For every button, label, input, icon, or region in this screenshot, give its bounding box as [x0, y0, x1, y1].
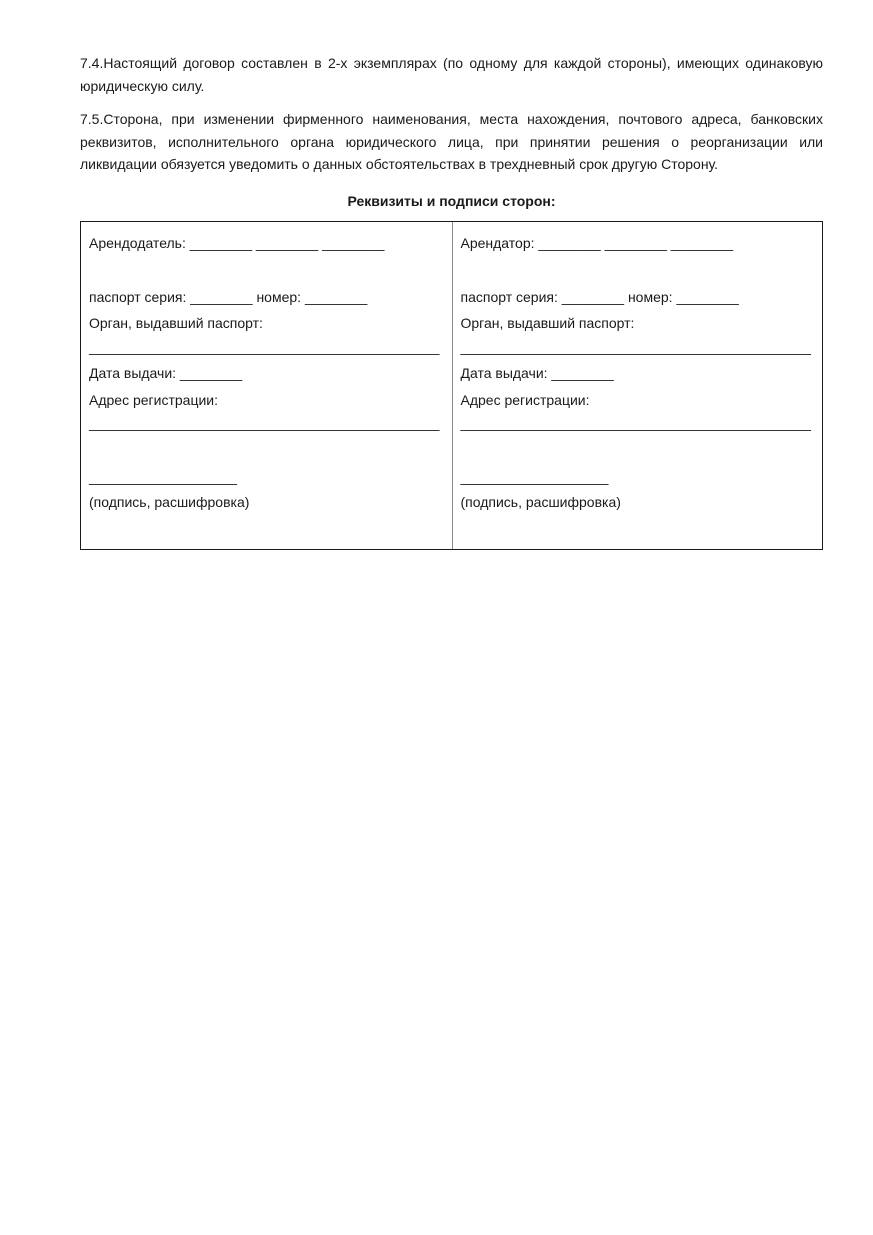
tenant-address-blank: _____________________________________________: [460, 414, 811, 431]
clause-7-4: 7.4.Настоящий договор составлен в 2-х экземплярах (по одному для каждой стороны), имеющих одинаковую юридическую силу.: [80, 55, 823, 94]
tenant-signature-caption: (подпись, расшифровка): [460, 493, 621, 510]
document-page: [80, 52, 823, 550]
landlord-party: Арендодатель: ________ ________ ________: [89, 234, 385, 251]
tenant-signature-blank: ___________________: [460, 468, 609, 485]
tenant-issue-date: Дата выдачи: ________: [460, 364, 614, 381]
landlord-signature-blank: ___________________: [89, 468, 237, 485]
tenant-issuer-label: Орган, выдавший паспорт:: [460, 314, 635, 331]
tenant-passport: паспорт серия: ________ номер: ________: [460, 288, 739, 305]
landlord-passport: паспорт серия: ________ номер: ________: [89, 288, 368, 305]
landlord-address-blank: _____________________________________________: [89, 414, 440, 431]
landlord-address-label: Адрес регистрации:: [89, 391, 219, 408]
landlord-issue-date: Дата выдачи: ________: [89, 364, 243, 381]
tenant-address-label: Адрес регистрации:: [460, 391, 590, 408]
landlord-signature-caption: (подпись, расшифровка): [89, 493, 250, 510]
signatures-heading: Реквизиты и подписи сторон:: [347, 192, 556, 209]
signatures-table: [80, 221, 823, 550]
tenant-column: [452, 222, 823, 549]
landlord-issuer-label: Орган, выдавший паспорт:: [89, 314, 263, 331]
clause-7-5: 7.5.Сторона, при изменении фирменного наименования, места нахождения, почтового адреса, банковских реквизитов, исполнительного органа юридического лица, при принятии решения о реорганизации или ликвидации обязуется уведомить о данных обстоятельствах в трехдневный срок другую Сторону.: [80, 111, 823, 172]
landlord-issuer-blank: _____________________________________________: [89, 338, 440, 355]
tenant-issuer-blank: _____________________________________________: [460, 338, 811, 355]
landlord-column: [81, 222, 452, 549]
tenant-party: Арендатор: ________ ________ ________: [460, 234, 734, 251]
